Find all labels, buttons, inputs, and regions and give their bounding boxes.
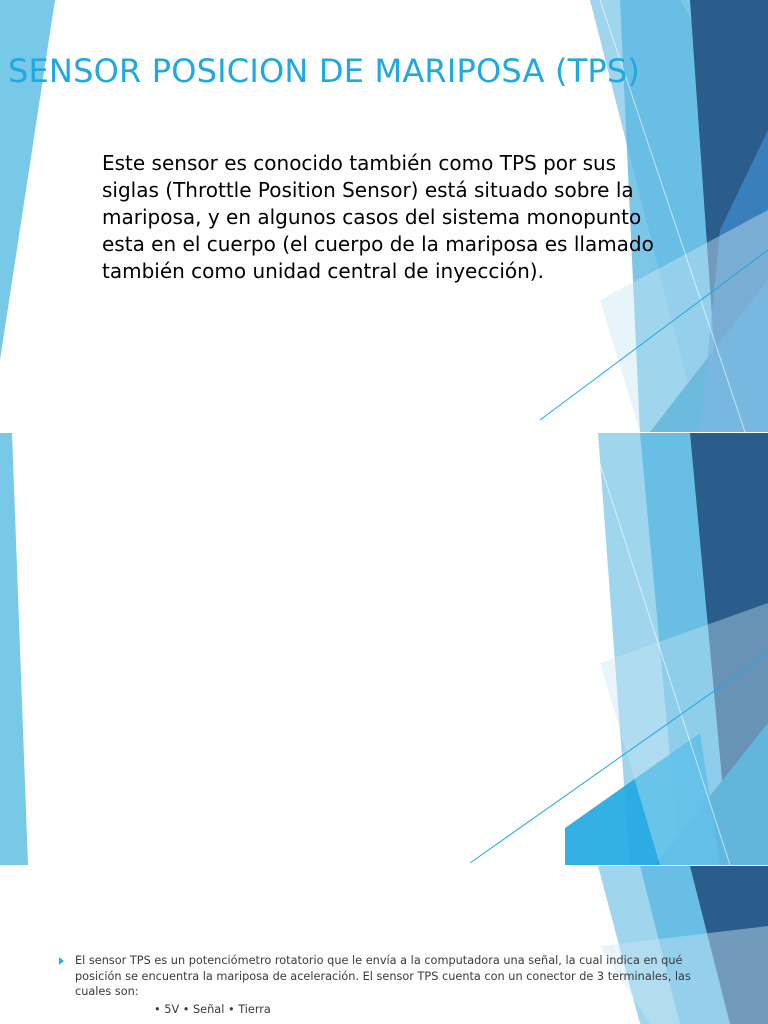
bullet-arrow-icon	[59, 957, 64, 965]
bullet-text: El sensor TPS es un potenciómetro rotatorio que le envía a la computadora una señal, la cual indica en qué posición se encuentra la mariposa de aceleración. El sensor TPS cuenta con un conector de 3 terminales, las cuales son:	[75, 954, 691, 998]
slide-decoration-shapes	[0, 866, 768, 1024]
slide-2	[0, 433, 768, 865]
slide-body-text: Este sensor es conocido también como TPS por sus siglas (Throttle Position Sensor) está situado sobre la mariposa, y en algunos casos del sistema monopunto esta en el cuerpo (el cuerpo de la mariposa es llamado también como unidad central de inyección).	[102, 151, 654, 283]
slide-title: SENSOR POSICION DE MARIPOSA (TPS)	[8, 52, 641, 90]
slide-1	[0, 0, 768, 432]
slide-decoration-shapes	[0, 433, 768, 865]
terminal-list: • 5V • Señal • Tierra	[154, 1003, 271, 1016]
slide-3	[0, 866, 768, 1024]
